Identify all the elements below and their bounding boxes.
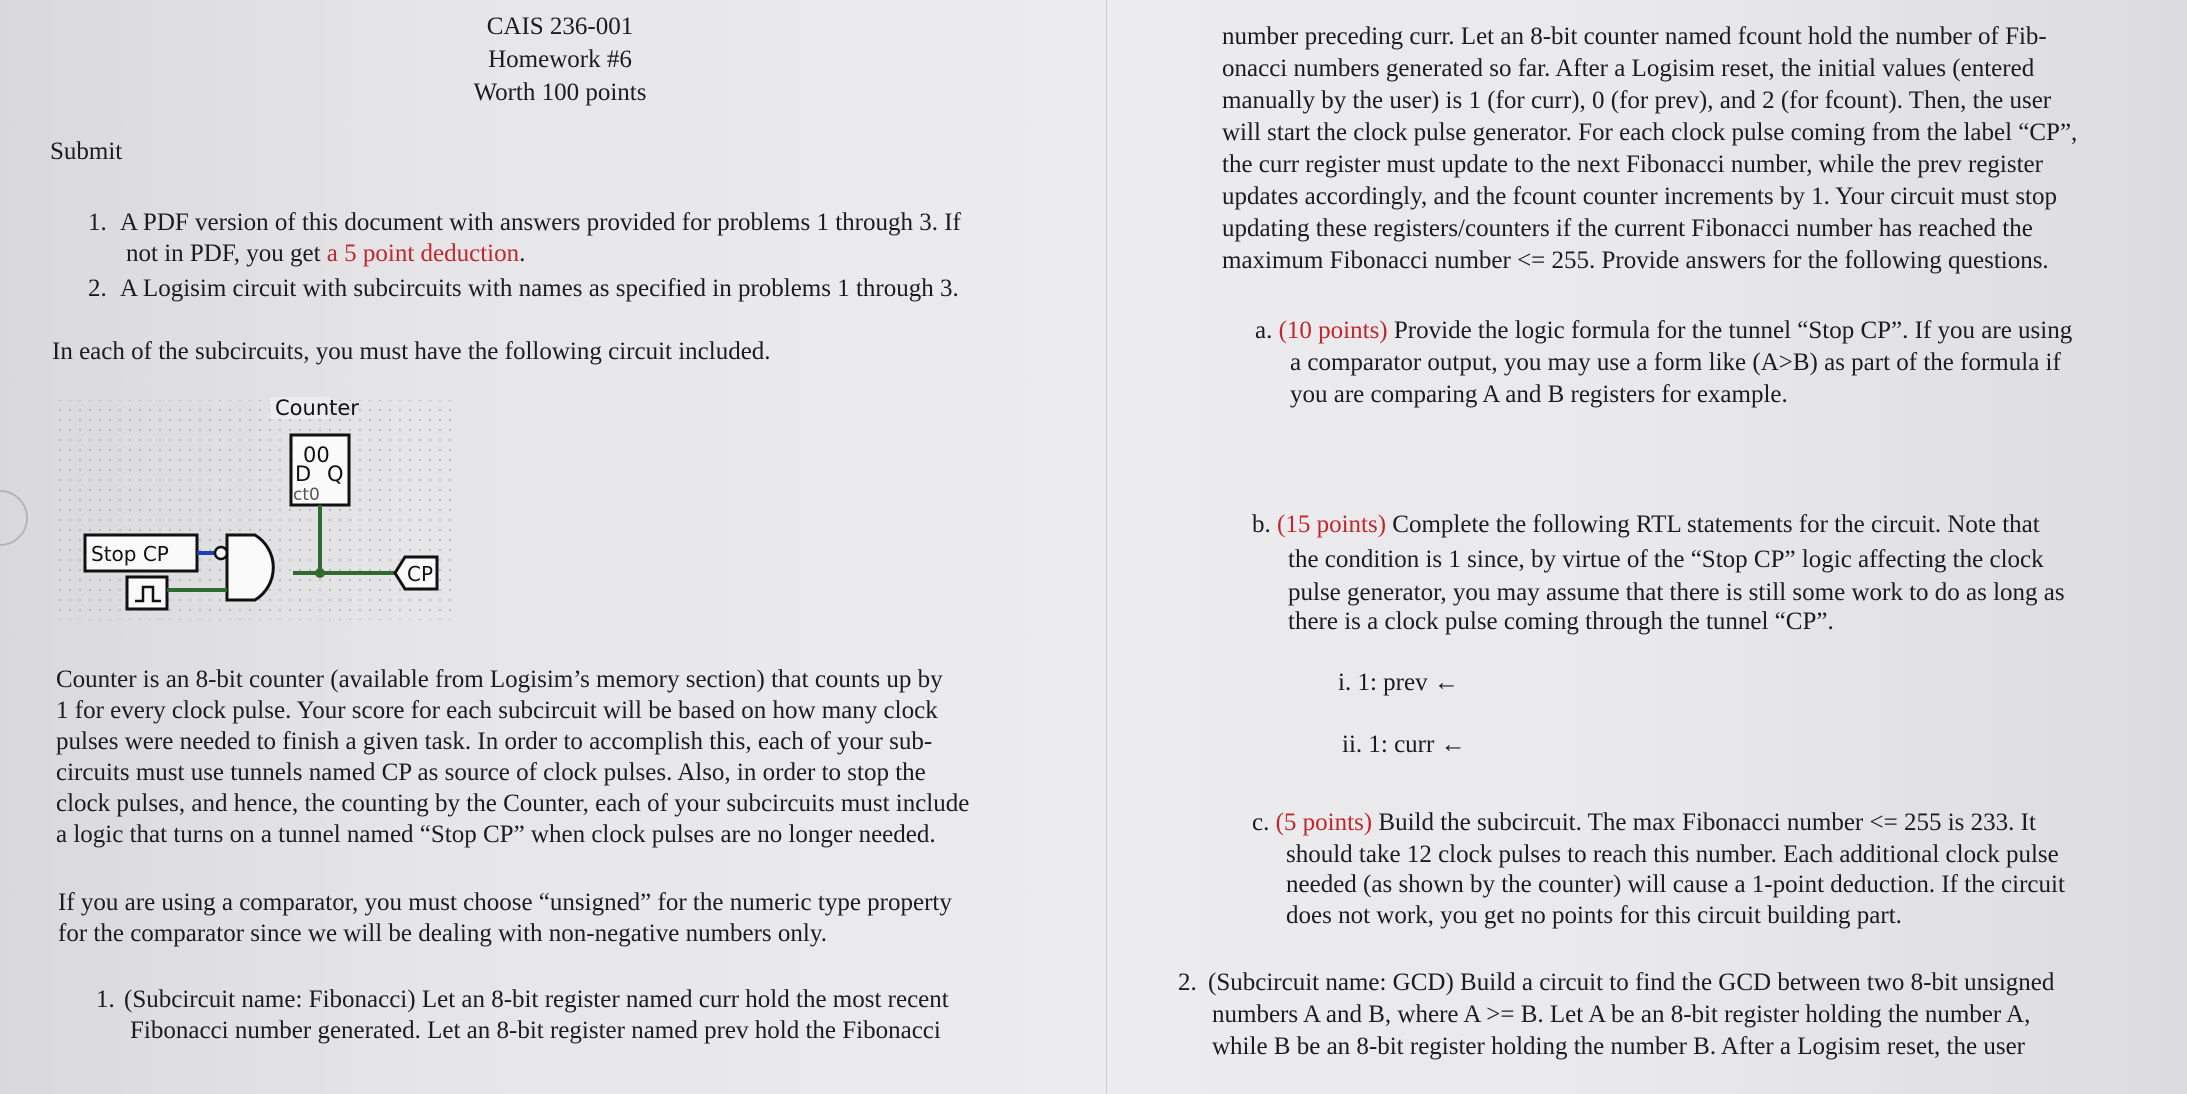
part-b-line-2: the condition is 1 since, by virtue of the “Stop CP” logic affecting the clock bbox=[1288, 546, 2044, 573]
fib-para-line-6: updates accordingly, and the fcount counter increments by 1. Your circuit must stop bbox=[1222, 183, 2057, 210]
problem2-line-3: while B be an 8-bit register holding the number B. After a Logisim reset, the user bbox=[1212, 1033, 2026, 1060]
stop-cp-tunnel: Stop CP bbox=[91, 542, 169, 566]
counter-para-line-6: a logic that turns on a tunnel named “Stop CP” when clock pulses are no longer needed. bbox=[56, 821, 936, 848]
wire-junction bbox=[315, 568, 325, 578]
counter-d-pin: D bbox=[295, 462, 312, 486]
page-edge-mark bbox=[0, 490, 28, 546]
problem2-line-2: numbers A and B, where A >= B. Let A be an 8-bit register holding the number A, bbox=[1212, 1001, 2031, 1028]
part-c-line-4: does not work, you get no points for this circuit building part. bbox=[1286, 902, 1902, 929]
course-title: CAIS 236-001 bbox=[486, 13, 634, 40]
cp-tunnel-label: CP bbox=[407, 562, 434, 586]
deduction-note: a 5 point deduction bbox=[326, 240, 520, 267]
points-title: Worth 100 points bbox=[473, 79, 647, 106]
problem1-line-1: (Subcircuit name: Fibonacci) Let an 8-bit register named curr hold the most recent bbox=[124, 986, 949, 1013]
inverter-bubble bbox=[215, 547, 227, 559]
rtl-curr: ii. 1: curr ← bbox=[1342, 731, 1466, 758]
fib-para-line-4: will start the clock pulse generator. For each clock pulse coming from the label “CP”, bbox=[1222, 119, 2078, 146]
part-c-points: (5 points) bbox=[1275, 809, 1373, 836]
submit-item-2-line1: A Logisim circuit with subcircuits with names as specified in problems 1 through 3. bbox=[120, 275, 959, 302]
rtl-prev: i. 1: prev ← bbox=[1338, 669, 1459, 696]
submit-item-1-num: 1. bbox=[88, 209, 107, 236]
counter-para-line-4: circuits must use tunnels named CP as source of clock pulses. Also, in order to stop the bbox=[56, 759, 926, 786]
counter-circuit-diagram bbox=[55, 395, 465, 625]
comparator-para-line-1: If you are using a comparator, you must choose “unsigned” for the numeric type property bbox=[58, 889, 952, 916]
counter-label: Counter bbox=[275, 396, 359, 420]
part-a-line-3: you are comparing A and B registers for example. bbox=[1290, 381, 1788, 408]
homework-title: Homework #6 bbox=[488, 46, 632, 73]
submit-item-2-num: 2. bbox=[88, 275, 107, 302]
part-a-line-2: a comparator output, you may use a form like (A>B) as part of the formula if bbox=[1290, 349, 2061, 376]
column-divider bbox=[1106, 0, 1107, 1094]
problem1-num: 1. bbox=[96, 986, 115, 1013]
part-c-line-3: needed (as shown by the counter) will cause a 1-point deduction. If the circuit bbox=[1286, 871, 2065, 898]
problem1-line-2: Fibonacci number generated. Let an 8-bit register named prev hold the Fibonacci bbox=[130, 1017, 941, 1044]
counter-ct-pin: ct0 bbox=[293, 485, 320, 505]
part-a-line-1: a. (10 points) Provide the logic formula for the tunnel “Stop CP”. If you are using bbox=[1255, 317, 2073, 344]
problem2-num: 2. bbox=[1178, 969, 1197, 996]
fib-para-line-3: manually by the user) is 1 (for curr), 0 (for prev), and 2 (for fcount). Then, the user bbox=[1222, 87, 2052, 114]
submit-item-1-line2: not in PDF, you get a 5 point deduction. bbox=[126, 240, 526, 267]
counter-value: 00 bbox=[303, 443, 330, 467]
counter-q-pin: Q bbox=[327, 462, 344, 486]
counter-para-line-3: pulses were needed to finish a given task. In order to accomplish this, each of your sub- bbox=[56, 728, 933, 755]
counter-para-line-2: 1 for every clock pulse. Your score for each subcircuit will be based on how many clock bbox=[56, 697, 938, 724]
fib-para-line-2: onacci numbers generated so far. After a Logisim reset, the initial values (entered bbox=[1222, 55, 2035, 82]
part-b-line-1: b. (15 points) Complete the following RTL statements for the circuit. Note that bbox=[1252, 511, 2040, 538]
intro-text: In each of the subcircuits, you must have the following circuit included. bbox=[52, 338, 771, 365]
submit-heading: Submit bbox=[50, 138, 123, 165]
part-b-line-3: pulse generator, you may assume that there is still some work to do as long as bbox=[1288, 579, 2065, 606]
problem2-line-1: (Subcircuit name: GCD) Build a circuit to find the GCD between two 8-bit unsigned bbox=[1208, 969, 2055, 996]
fib-para-line-5: the curr register must update to the next Fibonacci number, while the prev register bbox=[1222, 151, 2043, 178]
fib-para-line-8: maximum Fibonacci number <= 255. Provide answers for the following questions. bbox=[1222, 247, 2049, 274]
fib-para-line-1: number preceding curr. Let an 8-bit counter named fcount hold the number of Fib- bbox=[1222, 23, 2047, 50]
fib-para-line-7: updating these registers/counters if the current Fibonacci number has reached the bbox=[1222, 215, 2033, 242]
comparator-para-line-2: for the comparator since we will be dealing with non-negative numbers only. bbox=[58, 920, 827, 947]
part-b-points: (15 points) bbox=[1277, 511, 1387, 538]
clock-source bbox=[127, 577, 167, 609]
part-c-line-2: should take 12 clock pulses to reach this number. Each additional clock pulse bbox=[1286, 841, 2059, 868]
submit-item-1-line1: A PDF version of this document with answers provided for problems 1 through 3. If bbox=[120, 209, 961, 236]
counter-para-line-5: clock pulses, and hence, the counting by the Counter, each of your subcircuits must include bbox=[56, 790, 970, 817]
and-gate bbox=[227, 535, 273, 600]
part-c-line-1: c. (5 points) Build the subcircuit. The max Fibonacci number <= 255 is 233. It bbox=[1252, 809, 2036, 836]
part-a-points: (10 points) bbox=[1278, 317, 1388, 344]
part-b-line-4: there is a clock pulse coming through the tunnel “CP”. bbox=[1288, 608, 1834, 635]
counter-para-line-1: Counter is an 8-bit counter (available from Logisim’s memory section) that counts up by bbox=[56, 666, 943, 693]
